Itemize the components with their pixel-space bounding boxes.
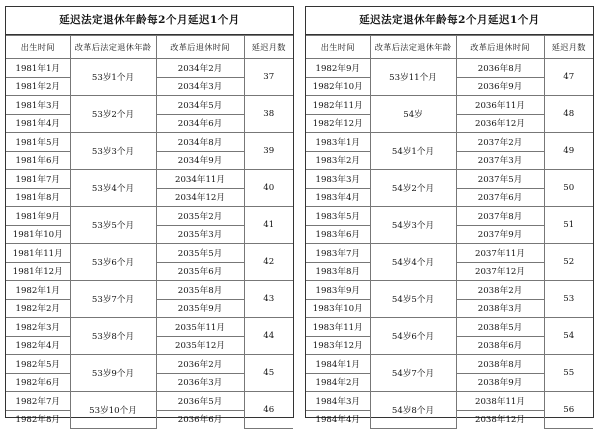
table-row [6,59,293,78]
birth-time-cell: 1982年10月 [306,77,370,96]
delay-months-cell: 43 [244,281,293,318]
birth-time-cell: 1984年3月 [306,392,370,411]
header-row [6,36,293,59]
delay-months-cell: 46 [244,392,293,429]
retirement-age-cell: 53岁5个月 [70,207,156,244]
retirement-age-cell: 54岁2个月 [370,170,456,207]
retirement-age-cell: 54岁 [370,96,456,133]
retirement-age-cell: 53岁11个月 [370,59,456,96]
retirement-age-cell: 53岁9个月 [70,355,156,392]
birth-time-cell: 1981年2月 [6,77,70,96]
header-retirement-age: 改革后法定退休年龄 [70,36,156,59]
delay-months-cell: 52 [544,244,593,281]
birth-time-cell: 1983年4月 [306,188,370,207]
retirement-age-cell: 54岁8个月 [370,392,456,429]
retirement-age-cell: 53岁3个月 [70,133,156,170]
birth-time-cell: 1981年4月 [6,114,70,133]
birth-time-cell: 1982年4月 [6,336,70,355]
retirement-time-cell: 2037年8月 [456,207,544,226]
retirement-age-cell: 53岁1个月 [70,59,156,96]
header-birth-time: 出生时间 [6,36,70,59]
delay-months-cell: 40 [244,170,293,207]
header-retirement-time: 改革后退休时间 [156,36,244,59]
retirement-time-cell: 2038年5月 [456,318,544,337]
retirement-time-cell: 2036年5月 [156,392,244,411]
birth-time-cell: 1982年1月 [6,281,70,300]
birth-time-cell: 1981年3月 [6,96,70,115]
retirement-age-cell: 53岁7个月 [70,281,156,318]
birth-time-cell: 1981年11月 [6,244,70,263]
retirement-time-cell: 2034年3月 [156,77,244,96]
delay-months-cell: 48 [544,96,593,133]
table-body [6,59,293,429]
delay-months-cell: 42 [244,244,293,281]
table-row [6,355,293,374]
birth-time-cell: 1984年2月 [306,373,370,392]
birth-time-cell: 1984年1月 [306,355,370,374]
retirement-time-cell: 2035年9月 [156,299,244,318]
birth-time-cell: 1983年11月 [306,318,370,337]
table-row [6,281,293,300]
retirement-time-cell: 2035年8月 [156,281,244,300]
retirement-time-cell: 2034年2月 [156,59,244,78]
retirement-time-cell: 2036年3月 [156,373,244,392]
retirement-table-left [6,35,293,429]
retirement-time-cell: 2036年6月 [156,410,244,428]
birth-time-cell: 1983年12月 [306,336,370,355]
retirement-time-cell: 2036年9月 [456,77,544,96]
delay-months-cell: 38 [244,96,293,133]
retirement-time-cell: 2038年3月 [456,299,544,318]
table-row [306,355,593,374]
table-row [306,207,593,226]
birth-time-cell: 1981年10月 [6,225,70,244]
retirement-time-cell: 2035年3月 [156,225,244,244]
retirement-time-cell: 2035年6月 [156,262,244,281]
birth-time-cell: 1983年8月 [306,262,370,281]
retirement-time-cell: 2035年5月 [156,244,244,263]
birth-time-cell: 1981年8月 [6,188,70,207]
birth-time-cell: 1981年7月 [6,170,70,189]
table-row [6,96,293,115]
retirement-time-cell: 2036年12月 [456,114,544,133]
header-retirement-age: 改革后法定退休年龄 [370,36,456,59]
right-panel [305,6,594,426]
birth-time-cell: 1982年9月 [306,59,370,78]
retirement-age-cell: 54岁4个月 [370,244,456,281]
retirement-time-cell: 2034年9月 [156,151,244,170]
birth-time-cell: 1982年2月 [6,299,70,318]
table-row [6,133,293,152]
delay-months-cell: 41 [244,207,293,244]
delay-months-cell: 54 [544,318,593,355]
retirement-table-right [306,35,593,429]
table-row [6,207,293,226]
retirement-age-cell: 53岁8个月 [70,318,156,355]
birth-time-cell: 1983年6月 [306,225,370,244]
header-row [306,36,593,59]
header-retirement-time: 改革后退休时间 [456,36,544,59]
delay-months-cell: 50 [544,170,593,207]
birth-time-cell: 1982年6月 [6,373,70,392]
table-row [6,392,293,411]
delay-months-cell: 51 [544,207,593,244]
retirement-time-cell: 2034年5月 [156,96,244,115]
table-row [6,318,293,337]
table-row [6,244,293,263]
birth-time-cell: 1983年10月 [306,299,370,318]
table-row [306,244,593,263]
birth-time-cell: 1981年12月 [6,262,70,281]
retirement-time-cell: 2037年3月 [456,151,544,170]
birth-time-cell: 1981年5月 [6,133,70,152]
birth-time-cell: 1982年5月 [6,355,70,374]
birth-time-cell: 1983年7月 [306,244,370,263]
birth-time-cell: 1981年6月 [6,151,70,170]
retirement-time-cell: 2034年11月 [156,170,244,189]
retirement-time-cell: 2034年12月 [156,188,244,207]
retirement-time-cell: 2036年2月 [156,355,244,374]
retirement-time-cell: 2036年11月 [456,96,544,115]
delay-months-cell: 49 [544,133,593,170]
retirement-time-cell: 2038年11月 [456,392,544,411]
delay-months-cell: 37 [244,59,293,96]
header-delay-months: 延迟月数 [544,36,593,59]
birth-time-cell: 1982年3月 [6,318,70,337]
table-row [306,318,593,337]
panel-title: 延迟法定退休年龄每2个月延迟1个月 [6,7,293,35]
birth-time-cell: 1982年11月 [306,96,370,115]
delay-months-cell: 53 [544,281,593,318]
table-body [306,59,593,429]
birth-time-cell: 1982年8月 [6,410,70,428]
retirement-time-cell: 2037年5月 [456,170,544,189]
left-panel [5,6,294,426]
retirement-time-cell: 2038年2月 [456,281,544,300]
retirement-age-cell: 53岁10个月 [70,392,156,429]
table-row [306,96,593,115]
retirement-time-cell: 2035年11月 [156,318,244,337]
birth-time-cell: 1982年7月 [6,392,70,411]
panel-title: 延迟法定退休年龄每2个月延迟1个月 [306,7,593,35]
birth-time-cell: 1983年1月 [306,133,370,152]
table-row [6,170,293,189]
table-row [306,281,593,300]
retirement-time-cell: 2036年8月 [456,59,544,78]
retirement-time-cell: 2038年9月 [456,373,544,392]
retirement-age-cell: 54岁6个月 [370,318,456,355]
table-row [306,59,593,78]
retirement-time-cell: 2035年12月 [156,336,244,355]
retirement-age-cell: 53岁6个月 [70,244,156,281]
retirement-time-cell: 2038年12月 [456,410,544,428]
retirement-time-cell: 2037年2月 [456,133,544,152]
retirement-time-cell: 2034年8月 [156,133,244,152]
retirement-age-cell: 54岁3个月 [370,207,456,244]
delay-months-cell: 44 [244,318,293,355]
header-birth-time: 出生时间 [306,36,370,59]
delay-months-cell: 39 [244,133,293,170]
birth-time-cell: 1983年9月 [306,281,370,300]
header-delay-months: 延迟月数 [244,36,293,59]
table-row [306,133,593,152]
delay-months-cell: 45 [244,355,293,392]
birth-time-cell: 1981年9月 [6,207,70,226]
retirement-time-cell: 2035年2月 [156,207,244,226]
birth-time-cell: 1984年4月 [306,410,370,428]
retirement-age-cell: 53岁4个月 [70,170,156,207]
birth-time-cell: 1983年3月 [306,170,370,189]
birth-time-cell: 1983年5月 [306,207,370,226]
delay-months-cell: 56 [544,392,593,429]
retirement-time-cell: 2034年6月 [156,114,244,133]
birth-time-cell: 1981年1月 [6,59,70,78]
birth-time-cell: 1982年12月 [306,114,370,133]
delay-months-cell: 55 [544,355,593,392]
retirement-time-cell: 2037年11月 [456,244,544,263]
retirement-age-cell: 53岁2个月 [70,96,156,133]
retirement-age-cell: 54岁1个月 [370,133,456,170]
retirement-age-cell: 54岁5个月 [370,281,456,318]
table-row [306,392,593,411]
retirement-age-cell: 54岁7个月 [370,355,456,392]
retirement-time-cell: 2037年6月 [456,188,544,207]
retirement-time-cell: 2038年8月 [456,355,544,374]
delay-months-cell: 47 [544,59,593,96]
table-row [306,170,593,189]
birth-time-cell: 1983年2月 [306,151,370,170]
retirement-time-cell: 2038年6月 [456,336,544,355]
retirement-time-cell: 2037年12月 [456,262,544,281]
retirement-time-cell: 2037年9月 [456,225,544,244]
